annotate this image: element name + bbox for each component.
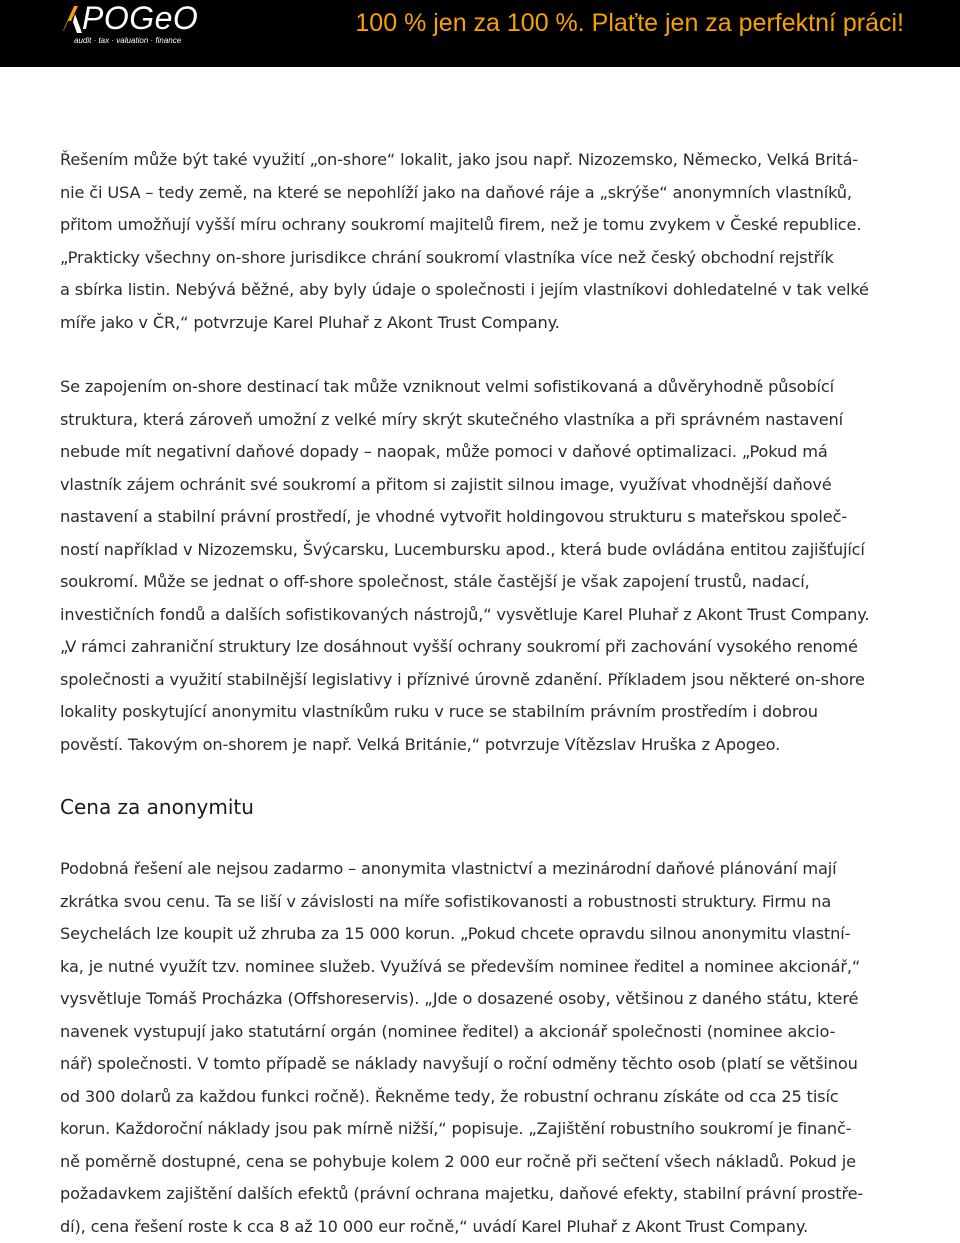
text-line: ností například v Nizozemsku, Švýcarsku, Lucembursku apod., která bude ovládána entitou zajišťující <box>60 534 900 567</box>
text-line: dí), cena řešení roste k cca 8 až 10 000 eur ročně,“ uvádí Karel Pluhař z Akont Trust Company. <box>60 1211 900 1243</box>
text-line: míře jako v ČR,“ potvrzuje Karel Pluhař z Akont Trust Company. <box>60 307 900 340</box>
logo-wordmark: POGeO <box>82 0 198 36</box>
text-line: od 300 dolarů za každou funkci ročně). Řekněme tedy, že robustní ochranu získáte od cca 25 tisíc <box>60 1081 900 1114</box>
text-line: Řešením může být také využití „on-shore“ lokalit, jako jsou např. Nizozemsko, Německo, Velká Britá- <box>60 144 900 177</box>
slogan-highlight: 100 % jen za 100 %. <box>355 9 584 37</box>
text-line: nastavení a stabilní právní prostředí, je vhodné vytvořit holdingovou strukturu s mateřskou společ- <box>60 501 900 534</box>
article-paragraph-2 <box>60 371 900 761</box>
text-line: nář) společnosti. V tomto případě se náklady navyšují o roční odměny těchto osob (platí se většinou <box>60 1048 900 1081</box>
page-header <box>0 0 960 67</box>
article-paragraph-3 <box>60 853 900 1243</box>
text-line: struktura, která zároveň umožní z velké míry skrýt skutečného vlastníka a při správném nastavení <box>60 404 900 437</box>
text-line: Se zapojením on-shore destinací tak může vzniknout velmi sofistikovaná a důvěryhodně působící <box>60 371 900 404</box>
text-line: nie či USA – tedy země, na které se nepohlíží jako na daňové ráje a „skrýše“ anonymních vlastníků, <box>60 177 900 210</box>
text-line: pověstí. Takovým on-shorem je např. Velká Británie,“ potvrzuje Vítězslav Hruška z Apogeo. <box>60 729 900 762</box>
text-line: ně poměrně dostupné, cena se pohybuje kolem 2 000 eur ročně při sečtení všech nákladů. Pokud je <box>60 1146 900 1179</box>
logo-tagline: audit · tax · valuation · finance <box>74 36 181 45</box>
text-line: Seychelách lze koupit už zhruba za 15 000 korun. „Pokud chcete opravdu silnou anonymitu vlastní- <box>60 918 900 951</box>
header-slogan <box>355 8 904 38</box>
slogan-rest: Plaťte jen za perfektní práci! <box>585 9 904 37</box>
article-paragraph-1 <box>60 144 900 339</box>
section-heading: Cena za anonymitu <box>60 791 900 823</box>
text-line: a sbírka listin. Nebývá běžné, aby byly údaje o společnosti i jejím vlastníkovi dohledatelné v tak velké <box>60 274 900 307</box>
article-body <box>60 144 900 1243</box>
text-line: společnosti a využití stabilnější legislativy i příznivé úrovně zdanění. Příkladem jsou některé on-shore <box>60 664 900 697</box>
text-line: korun. Každoroční náklady jsou pak mírně nižší,“ popisuje. „Zajištění robustního soukromí je finanč- <box>60 1113 900 1146</box>
text-line: zkrátka svou cenu. Ta se liší v závislosti na míře sofistikovanosti a robustnosti struktury. Firmu na <box>60 886 900 919</box>
apogeo-logo[interactable] <box>58 0 218 60</box>
text-line: vlastník zájem ochránit své soukromí a přitom si zajistit silnou image, využívat vhodnější daňové <box>60 469 900 502</box>
text-line: vysvětluje Tomáš Procházka (Offshoreservis). „Jde o dosazené osoby, většinou z daného státu, které <box>60 983 900 1016</box>
apogeo-a-mark-icon <box>60 4 84 34</box>
text-line: „Prakticky všechny on-shore jurisdikce chrání soukromí vlastníka více než český obchodní rejstřík <box>60 242 900 275</box>
text-line: navenek vystupují jako statutární orgán (nominee ředitel) a akcionář společnosti (nominee akcio- <box>60 1016 900 1049</box>
text-line: požadavkem zajištění dalších efektů (právní ochrana majetku, daňové efekty, stabilní právní prostře- <box>60 1178 900 1211</box>
text-line: ka, je nutné využít tzv. nominee služeb. Využívá se především nominee ředitel a nominee akcionář,“ <box>60 951 900 984</box>
text-line: investičních fondů a dalších sofistikovaných nástrojů,“ vysvětluje Karel Pluhař z Akont Trust Company. <box>60 599 900 632</box>
text-line: „V rámci zahraniční struktury lze dosáhnout vyšší ochrany soukromí při zachování vysokého renomé <box>60 631 900 664</box>
text-line: soukromí. Může se jednat o off-shore společnost, stále častější je však zapojení trustů, nadací, <box>60 566 900 599</box>
text-line: lokality poskytující anonymitu vlastníkům ruku v ruce se stabilním právním prostředím i dobrou <box>60 696 900 729</box>
text-line: přitom umožňují vyšší míru ochrany soukromí majitelů firem, než je tomu zvykem v České republice. <box>60 209 900 242</box>
text-line: Podobná řešení ale nejsou zadarmo – anonymita vlastnictví a mezinárodní daňové plánování mají <box>60 853 900 886</box>
text-line: nebude mít negativní daňové dopady – naopak, může pomoci v daňové optimalizaci. „Pokud má <box>60 436 900 469</box>
